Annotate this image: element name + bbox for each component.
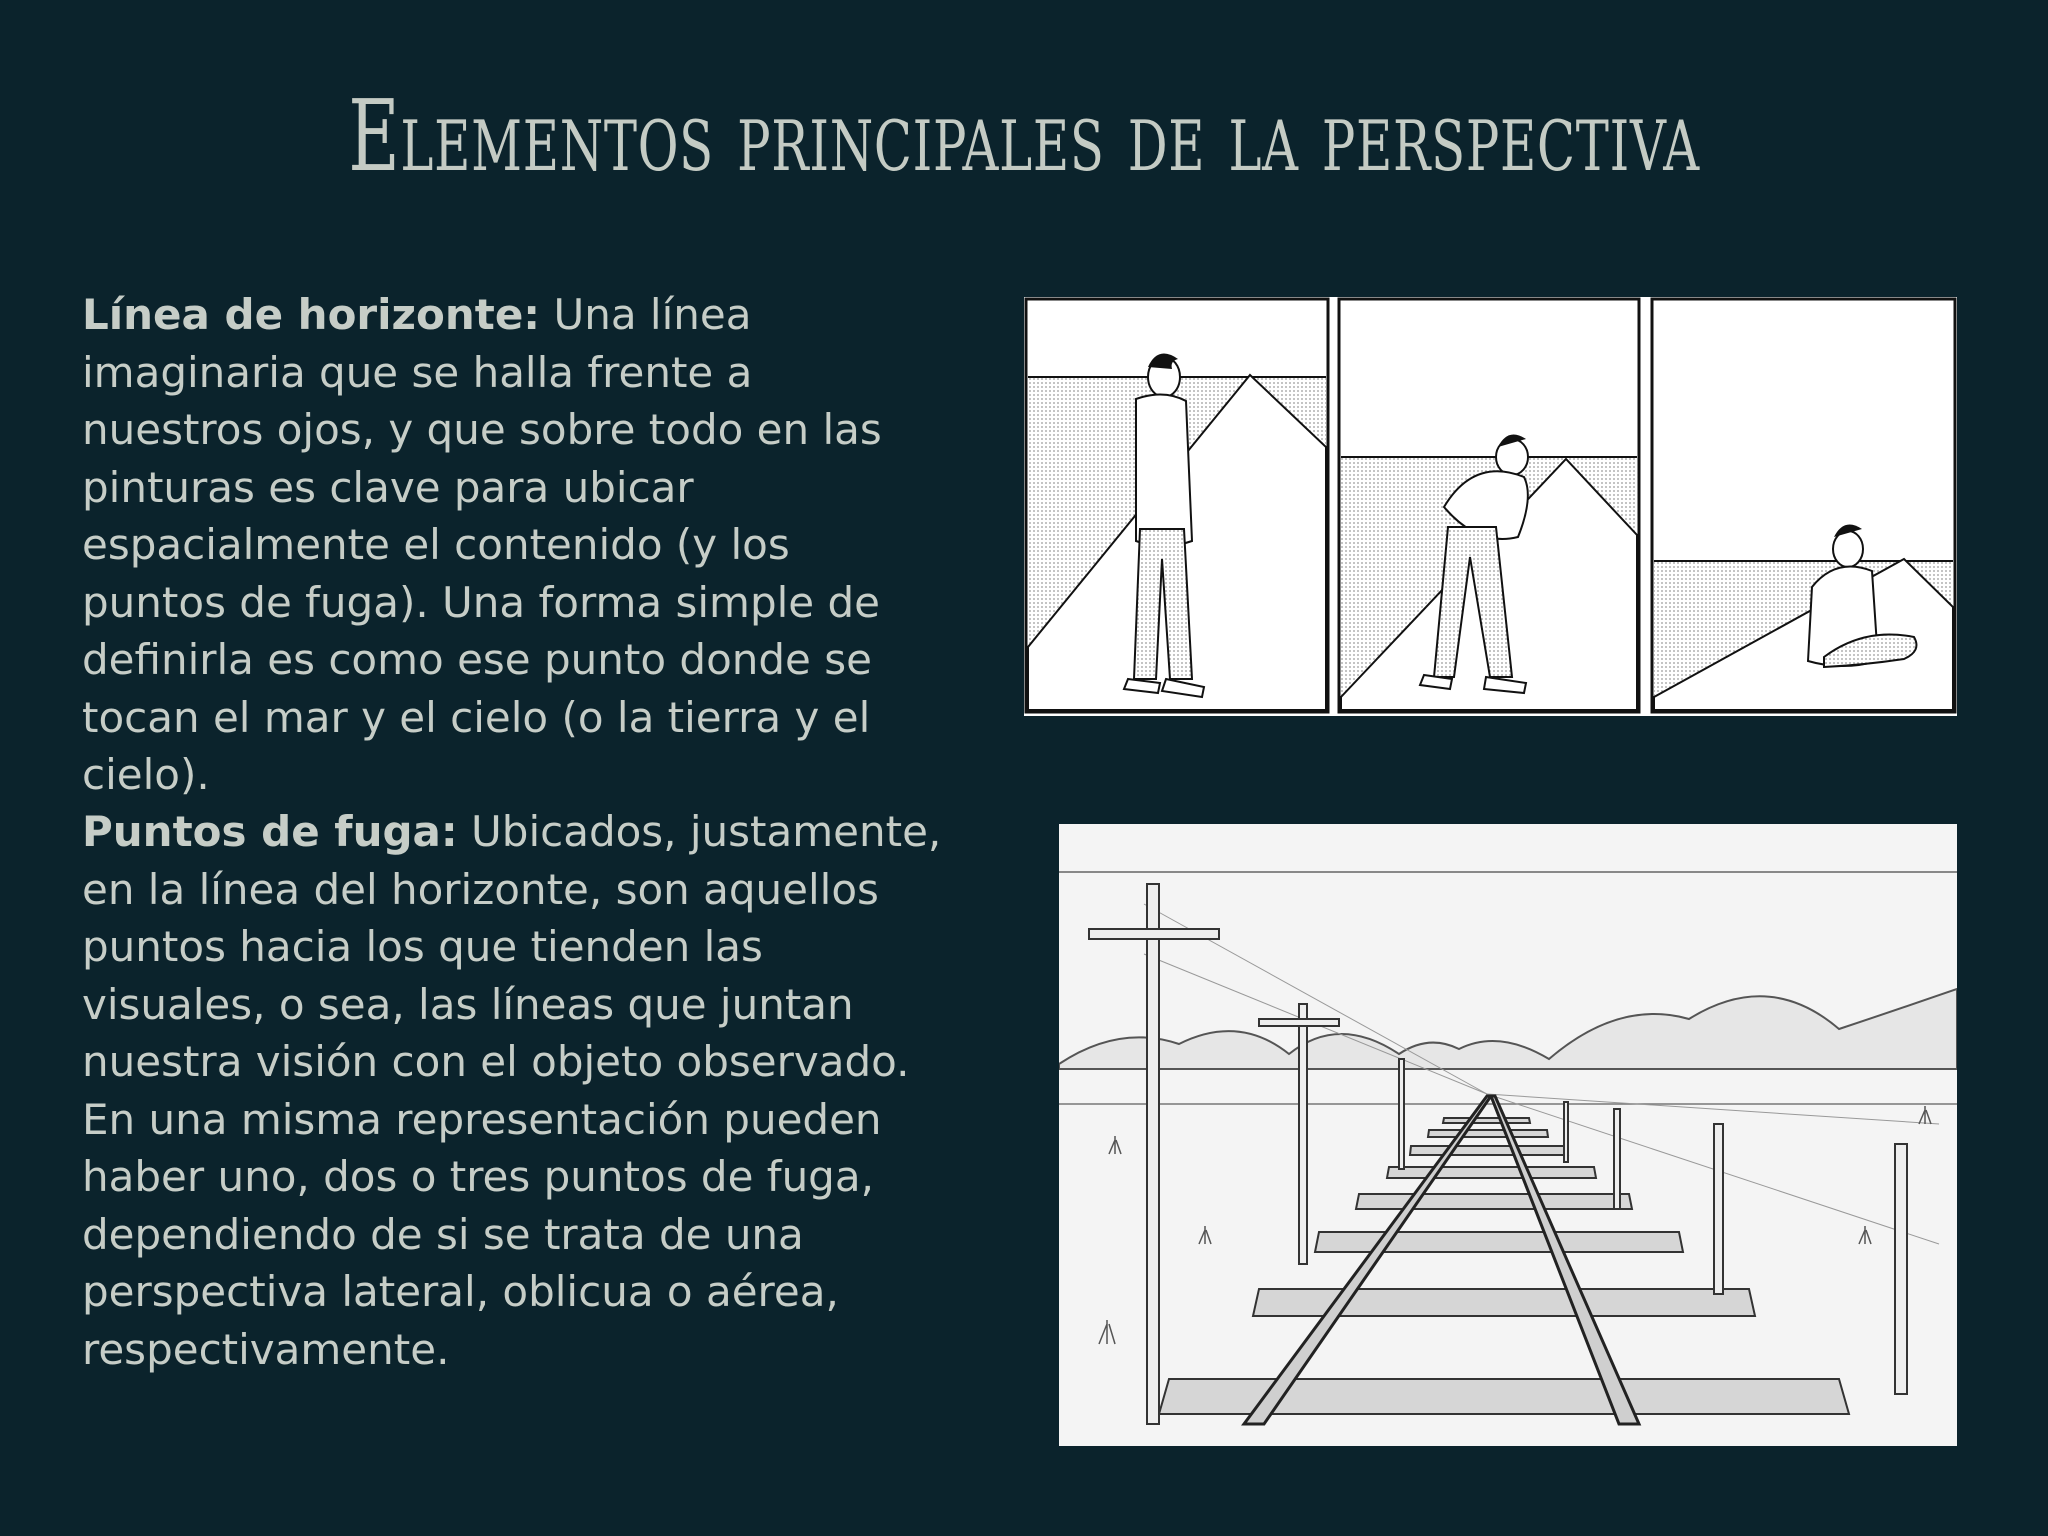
comic-panel-standing — [1026, 299, 1328, 712]
horizon-comic-illustration — [1024, 297, 1957, 716]
slide-title: Elementos principales de la perspectiva — [348, 80, 1700, 194]
railroad-perspective-drawing — [1059, 824, 1957, 1446]
horizon-line-paragraph — [82, 286, 942, 804]
horizon-line-text: Una línea imaginaria que se halla frente a nuestros ojos, y que sobre todo en las pinturas es clave para ubicar espacialmente el contenido (y los puntos de fuga). Una forma simple de definirla es como ese punto donde se tocan el mar y el cielo (o la tierra y el cielo). — [82, 290, 882, 799]
comic-panel-sitting — [1652, 299, 1955, 712]
horizon-line-term: Línea de horizonte: — [82, 290, 541, 339]
comic-panel-bending — [1339, 299, 1639, 712]
vanishing-points-term: Puntos de fuga: — [82, 807, 458, 856]
vanishing-points-text: Ubicados, justamente, en la línea del horizonte, son aquellos puntos hacia los que tienden las visuales, o sea, las líneas que juntan nuestra visión con el objeto observado. En una misma representación pueden haber uno, dos o tres puntos de fuga, dependiendo de si se trata de una perspectiva lateral, oblicua o aérea, respectivamente. — [82, 807, 942, 1374]
vanishing-points-paragraph — [82, 803, 942, 1378]
